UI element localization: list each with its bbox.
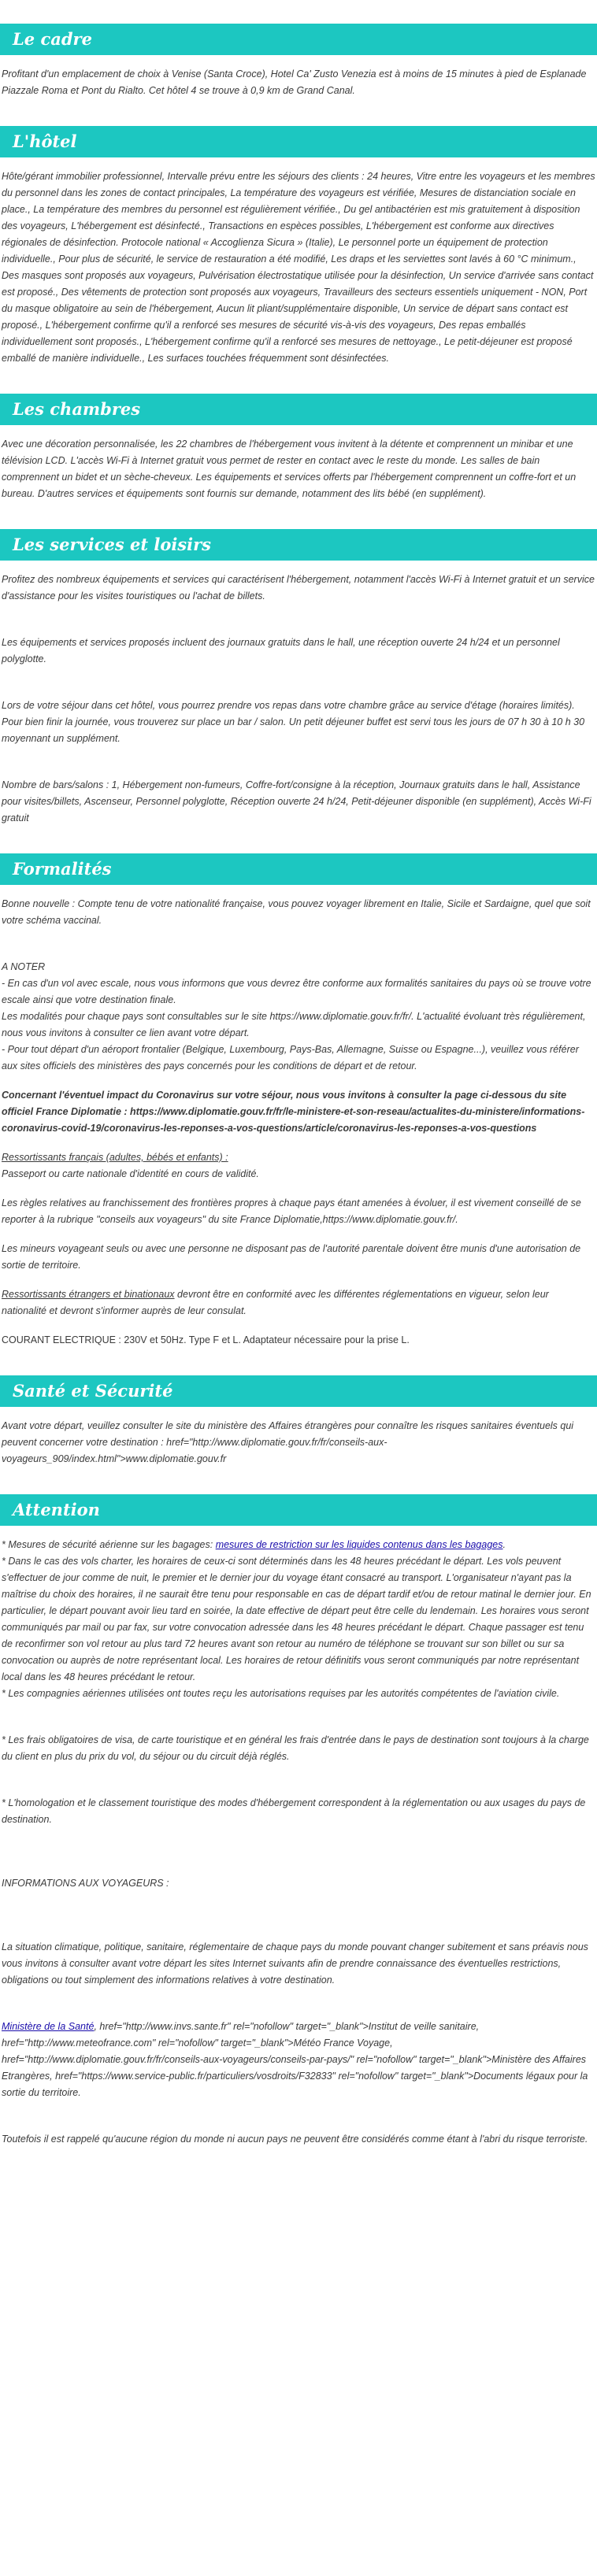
- section-title-cadre: Le cadre: [0, 24, 597, 55]
- foreign-nationals-paragraph: [2, 1286, 595, 1319]
- baggage-measures-suffix: .: [502, 1539, 506, 1550]
- section-attention: [0, 1494, 597, 2148]
- french-nationals-text: Passeport ou carte nationale d'identité en cours de validité.: [2, 1168, 259, 1179]
- note-line: - Pour tout départ d'un aéroport frontalier (Belgique, Luxembourg, Pays-Bas, Allemagne, Suisse ou Espagne...), veuillez vous référer aux sites officiels des ministères des pays concernés pour les conditions de départ et de retour.: [2, 1044, 579, 1071]
- attention-paragraph: * Les frais obligatoires de visa, de carte touristique et en général les frais d'entrée dans le pays de destination sont toujours à la charge du client en plus du prix du vol, du séjour ou du circuit déjà réglés.: [2, 1734, 589, 1762]
- liquids-restriction-link[interactable]: mesures de restriction sur les liquides contenus dans les bagages: [215, 1539, 503, 1550]
- section-title-formalites: Formalités: [0, 853, 597, 885]
- section-body-sante: [0, 1418, 597, 1468]
- services-paragraph: Les équipements et services proposés incluent des journaux gratuits dans le hall, une réception ouverte 24 h/24 et un personnel polyglotte.: [2, 637, 560, 664]
- section-title-chambres: Les chambres: [0, 394, 597, 425]
- services-paragraph: Lors de votre séjour dans cet hôtel, vous pourrez prendre vos repas dans votre chambre grâce au service d'étage (horaires limités). Pour bien finir la journée, vous trouverez sur place un bar / salon. Un petit déjeuner buffet est servi tous les jours de 07 h 30 à 10 h 30 moyennant un supplément.: [2, 700, 585, 744]
- section-body-services: [0, 572, 597, 827]
- services-paragraph: Nombre de bars/salons : 1, Hébergement non-fumeurs, Coffre-fort/consigne à la réception, Journaux gratuits dans le hall, Assistance pour visites/billets, Ascenseur, Personnel polyglotte, Réception ouverte 24 h/24, Petit-déjeuner disponible (en supplément), Accès Wi-Fi gratuit: [2, 779, 591, 824]
- traveler-info-label: INFORMATIONS AUX VOYAGEURS :: [2, 1878, 169, 1889]
- chambres-text: Avec une décoration personnalisée, les 22 chambres de l'hébergement vous invitent à la détente et comprennent un minibar et une télévision LCD. L'accès Wi-Fi à Internet gratuit vous permet de rester en contact avec le reste du monde. Les salles de bain comprennent un bidet et un sèche-cheveux. Les équipements et services offerts par l'hébergement comprennent un coffre-fort et un bureau. D'autres services et équipements sont fournis sur demande, notamment des lits bébé (en supplément).: [2, 439, 577, 499]
- attention-paragraph: Toutefois il est rappelé qu'aucune région du monde ni aucun pays ne peuvent être considérés comme étant à l'abri du risque terroriste.: [2, 2134, 588, 2145]
- section-title-services: Les services et loisirs: [0, 529, 597, 561]
- section-body-cadre: [0, 66, 597, 99]
- section-title-hotel: L'hôtel: [0, 126, 597, 157]
- section-cadre: [0, 24, 597, 99]
- note-line: - En cas d'un vol avec escale, nous vous informons que vous devrez être conforme aux formalités sanitaires du pays où se trouve votre escale ainsi que votre destination finale.: [2, 978, 591, 1005]
- foreign-nationals-label: Ressortissants étrangers et binationaux: [2, 1289, 175, 1300]
- border-rules-text: Les règles relatives au franchissement des frontières propres à chaque pays étant amenées à évoluer, il est vivement conseillé de se reporter à la rubrique "conseils aux voyageurs" du site France Diplomatie,https://www.diplomatie.gouv.fr/.: [2, 1197, 581, 1225]
- attention-paragraph: * Dans le cas des vols charter, les horaires de ceux-ci sont déterminés dans les 48 heures précédant le départ. Les vols peuvent s'effectuer de jour comme de nuit, le premier et le dernier jour du voyage étant consacré au transport. L'organisateur n'ayant pas la maîtrise du choix des horaires, il ne saurait être tenu pour responsable en cas de départ tardif et/ou de retour matinal le dernier jour. En particulier, le départ pouvant avoir lieu tard en soirée, la date effective de départ peut être celle du lendemain. Les horaires vous seront communiqués par mail ou par fax, sur votre convocation adressée dans les 48 heures précédant le départ. Chaque passager est tenu de reconfirmer son vol retour au plus tard 72 heures avant son retour au numéro de téléphone se trouvant sur son billet ou sur sa convocation ou auprès de notre représentant local. Les horaires de retour définitifs vous seront communiqués par notre représentant local dans les 48 heures précédant le retour.: [2, 1556, 591, 1682]
- french-nationals-label: Ressortissants français (adultes, bébés et enfants) :: [2, 1152, 228, 1163]
- section-formalites: [0, 853, 597, 1349]
- section-sante: [0, 1375, 597, 1468]
- attention-paragraph: La situation climatique, politique, sanitaire, réglementaire de chaque pays du monde pouvant changer subitement et sans préavis nous vous invitons à consulter avant votre départ les sites Internet suivants afin de prendre connaissance des éventuelles restrictions, obligations ou tout simplement des informations relatives à votre destination.: [2, 1941, 588, 1986]
- baggage-measures-label: * Mesures de sécurité aérienne sur les bagages:: [2, 1539, 216, 1550]
- section-hotel: [0, 126, 597, 367]
- attention-links-text: , href="http://www.invs.sante.fr" rel="nofollow" target="_blank">Institut de veille sanitaire, href="http://www.meteofrance.com" rel="nofollow" target="_blank">Météo France Voyage, href="http://www.diplomatie.gouv.fr/fr/conseils-aux-voyageurs/conseils-par-pays/" rel="nofollow" target="_blank">Ministère des Affaires Etrangères, href="https://www.service-public.fr/particuliers/vosdroits/F32833" rel="nofollow" target="_blank">Documents légaux pour la sortie du territoire.: [2, 2021, 588, 2098]
- section-title-sante: Santé et Sécurité: [0, 1375, 597, 1407]
- electric-info: COURANT ELECTRIQUE : 230V et 50Hz. Type F et L. Adaptateur nécessaire pour la prise L.: [2, 1334, 410, 1345]
- services-paragraph: Profitez des nombreux équipements et services qui caractérisent l'hébergement, notamment l'accès Wi-Fi à Internet gratuit et un service d'assistance pour les visites touristiques ou l'achat de billets.: [2, 574, 595, 601]
- section-body-chambres: [0, 436, 597, 502]
- foreign-nationals-text: devront être en conformité avec les différentes réglementations en vigueur, selon leur nationalité et devront s'informer auprès de leur consulat.: [2, 1289, 549, 1316]
- ministere-sante-link[interactable]: Ministère de la Santé: [2, 2021, 95, 2032]
- attention-paragraph: * Les compagnies aériennes utilisées ont toutes reçu les autorisations requises par les autorités compétentes de l'aviation civile.: [2, 1688, 560, 1699]
- attention-paragraph: * L'homologation et le classement touristique des modes d'hébergement correspondent à la réglementation ou aux usages du pays de destination.: [2, 1797, 586, 1825]
- note-label: A NOTER: [2, 961, 46, 972]
- hotel-text: Hôte/gérant immobilier professionnel, Intervalle prévu entre les séjours des clients : 24 heures, Vitre entre les voyageurs et les membres du personnel dans les zones de contact principales, La température des voyageurs est vérifiée, Mesures de distanciation sociale en place., La température des membres du personnel est régulièrement vérifiée., Du gel antibactérien est mis gratuitement à disposition des voyageurs, L'hébergement est désinfecté., Transactions en espèces possibles, L'hébergement est conforme aux directives régionales de désinfection. Protocole national « Accoglienza Sicura » (Italie), Le personnel porte un équipement de protection individuelle., Pour plus de sécurité, le service de restauration a été modifié, Les draps et les serviettes sont lavés à 60 °C minimum., Des masques sont proposés aux voyageurs, Pulvérisation électrostatique utilisée pour la désinfection, Un service d'arrivée sans contact est proposé., Des vêtements de protection sont proposés aux voyageurs, Travailleurs des secteurs essentiels uniquement - NON, Port du masque obligatoire au sein de l'hébergement, Aucun lit pliant/supplémentaire disponible, Un service de départ sans contact est proposé., L'hébergement confirme qu'il a renforcé ses mesures de sécurité vis-à-vis des voyageurs, Des repas emballés individuellement sont proposés., L'hébergement confirme qu'il a renforcé ses mesures de nettoyage., Le petit-déjeuner est proposé emballé de manière individuelle., Les surfaces touchées fréquemment sont désinfectées.: [2, 171, 595, 364]
- covid-notice: Concernant l'éventuel impact du Coronavirus sur votre séjour, nous vous invitons à consulter la page ci-dessous du site officiel France Diplomatie : https://www.diplomatie.gouv.fr/fr/le-ministere-et-son-reseau/actualites-du-ministere/informations-coronavirus-covid-19/coronavirus-les-reponses-a-vos-questions/article/coronavirus-les-reponses-a-vos-questions: [2, 1090, 585, 1134]
- attention-paragraph: [2, 1537, 595, 1553]
- section-body-formalites: [0, 896, 597, 1349]
- note-line: Les modalités pour chaque pays sont consultables sur le site https://www.diplomatie.gouv.fr/fr/. L'actualité évoluant très régulièrement, nous vous invitons à consulter ce lien avant votre départ.: [2, 1011, 586, 1038]
- section-body-attention: [0, 1537, 597, 2148]
- minors-text: Les mineurs voyageant seuls ou avec une personne ne disposant pas de l'autorité parentale doivent être munis d'une autorisation de sortie de territoire.: [2, 1243, 581, 1271]
- section-chambres: [0, 394, 597, 502]
- attention-links-paragraph: [2, 2019, 595, 2101]
- section-title-attention: Attention: [0, 1494, 597, 1526]
- section-services: [0, 529, 597, 827]
- cadre-text: Profitant d'un emplacement de choix à Venise (Santa Croce), Hotel Ca' Zusto Venezia est à moins de 15 minutes à pied de Esplanade Piazzale Roma et Pont du Rialto. Cet hôtel 4 se trouve à 0,9 km de Grand Canal.: [2, 68, 587, 96]
- formalites-intro: Bonne nouvelle : Compte tenu de votre nationalité française, vous pouvez voyager librement en Italie, Sicile et Sardaigne, quel que soit votre schéma vaccinal.: [2, 898, 591, 926]
- sante-text: Avant votre départ, veuillez consulter le site du ministère des Affaires étrangères pour connaître les risques sanitaires éventuels qui peuvent concerner votre destination : href="http://www.diplomatie.gouv.fr/fr/conseils-aux-voyageurs_909/index.html">www.diplomatie.gouv.fr: [2, 1420, 574, 1464]
- section-body-hotel: [0, 168, 597, 367]
